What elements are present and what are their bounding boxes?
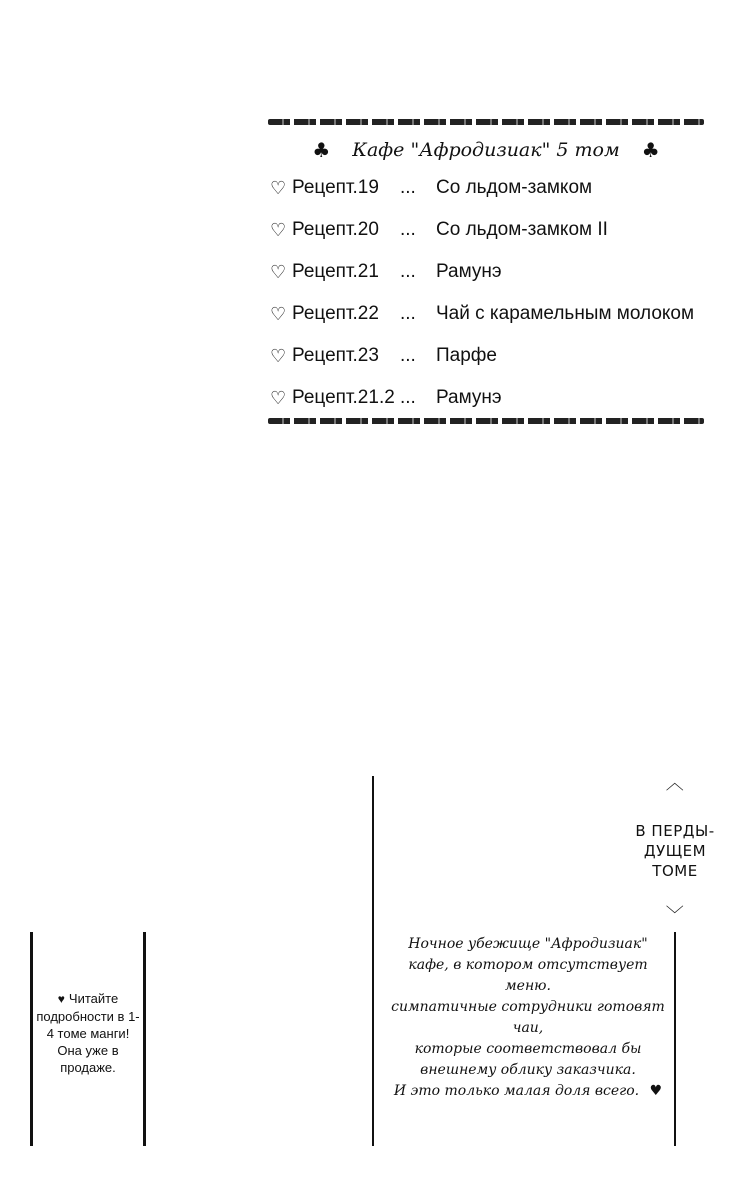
- toc-entry: [270, 216, 704, 244]
- previous-volume-label-line: ДУЩЕМ: [643, 842, 707, 860]
- heart-outline-icon: ♡: [270, 220, 287, 240]
- cafe-description-line: которые соответствовал бы: [414, 1041, 642, 1057]
- heart-outline-icon: ♡: [270, 178, 287, 198]
- heart-outline-icon: ♡: [270, 304, 287, 324]
- toc-dish-name: Парфе: [436, 345, 497, 366]
- cafe-description-line: кафе, в котором отсутствует меню.: [408, 957, 648, 994]
- toc-entry: [270, 258, 704, 286]
- toc-separator: ...: [400, 387, 416, 408]
- club-icon: ♣: [312, 138, 331, 162]
- heart-filled-icon: ♥: [57, 992, 65, 1006]
- panel-border-line: [674, 932, 676, 1146]
- heart-filled-icon: ♥: [649, 1083, 663, 1099]
- chevron-down-icon: ﹀: [665, 905, 685, 926]
- chevron-up-icon: ︿: [665, 773, 685, 794]
- toc-entry: [270, 342, 704, 370]
- heart-outline-icon: ♡: [270, 388, 287, 408]
- cafe-description-line: Ночное убежище "Афродизиак": [408, 936, 648, 952]
- previous-volume-label-line: ТОМЕ: [652, 862, 698, 880]
- panel-border-line: [143, 932, 146, 1146]
- toc-entry: [270, 300, 704, 328]
- toc-separator: ...: [400, 177, 416, 198]
- toc-separator: ...: [400, 345, 416, 366]
- manga-availability-note: [33, 990, 143, 1076]
- club-icon: ♣: [641, 138, 660, 162]
- toc-dish-name: Рамунэ: [436, 387, 502, 408]
- cafe-description-line: И это только малая доля всего.: [393, 1083, 640, 1099]
- cafe-description-line: симпатичные сотрудники готовят чаи,: [391, 999, 665, 1036]
- heart-outline-icon: ♡: [270, 346, 287, 366]
- toc-title-row: [268, 136, 704, 164]
- toc-separator: ...: [400, 261, 416, 282]
- panel-border-line: [372, 776, 374, 1146]
- heart-outline-icon: ♡: [270, 262, 287, 282]
- toc-recipe-number: Рецепт.21.2: [292, 387, 395, 408]
- toc-bottom-divider: [268, 418, 704, 424]
- toc-recipe-number: Рецепт.23: [292, 345, 379, 366]
- previous-volume-marker: [622, 775, 728, 929]
- previous-volume-label-line: В ПЕРДЫ-: [635, 822, 715, 840]
- toc-dish-name: Со льдом-замком II: [436, 219, 608, 240]
- toc-entry: [270, 384, 704, 412]
- toc-recipe-number: Рецепт.21: [292, 261, 379, 282]
- toc-separator: ...: [400, 303, 416, 324]
- cafe-description: [388, 934, 668, 1102]
- cafe-description-line: внешнему облику заказчика.: [420, 1062, 636, 1078]
- toc-title: Кафе "Афродизиак" 5 том: [352, 139, 620, 161]
- toc-recipe-number: Рецепт.19: [292, 177, 379, 198]
- cafe-description-last-line: [388, 1081, 668, 1102]
- toc-separator: ...: [400, 219, 416, 240]
- toc-dish-name: Со льдом-замком: [436, 177, 593, 198]
- manga-availability-text: Читайте подробности в 1-4 томе манги! Она уже в продаже.: [36, 991, 140, 1075]
- previous-volume-label: [622, 821, 728, 881]
- toc-top-divider: [268, 119, 704, 125]
- toc-recipe-number: Рецепт.20: [292, 219, 379, 240]
- toc-dish-name: Рамунэ: [436, 261, 502, 282]
- table-of-contents: [268, 116, 704, 428]
- toc-entry: [270, 174, 704, 202]
- toc-recipe-number: Рецепт.22: [292, 303, 379, 324]
- toc-dish-name: Чай с карамельным молоком: [436, 303, 695, 324]
